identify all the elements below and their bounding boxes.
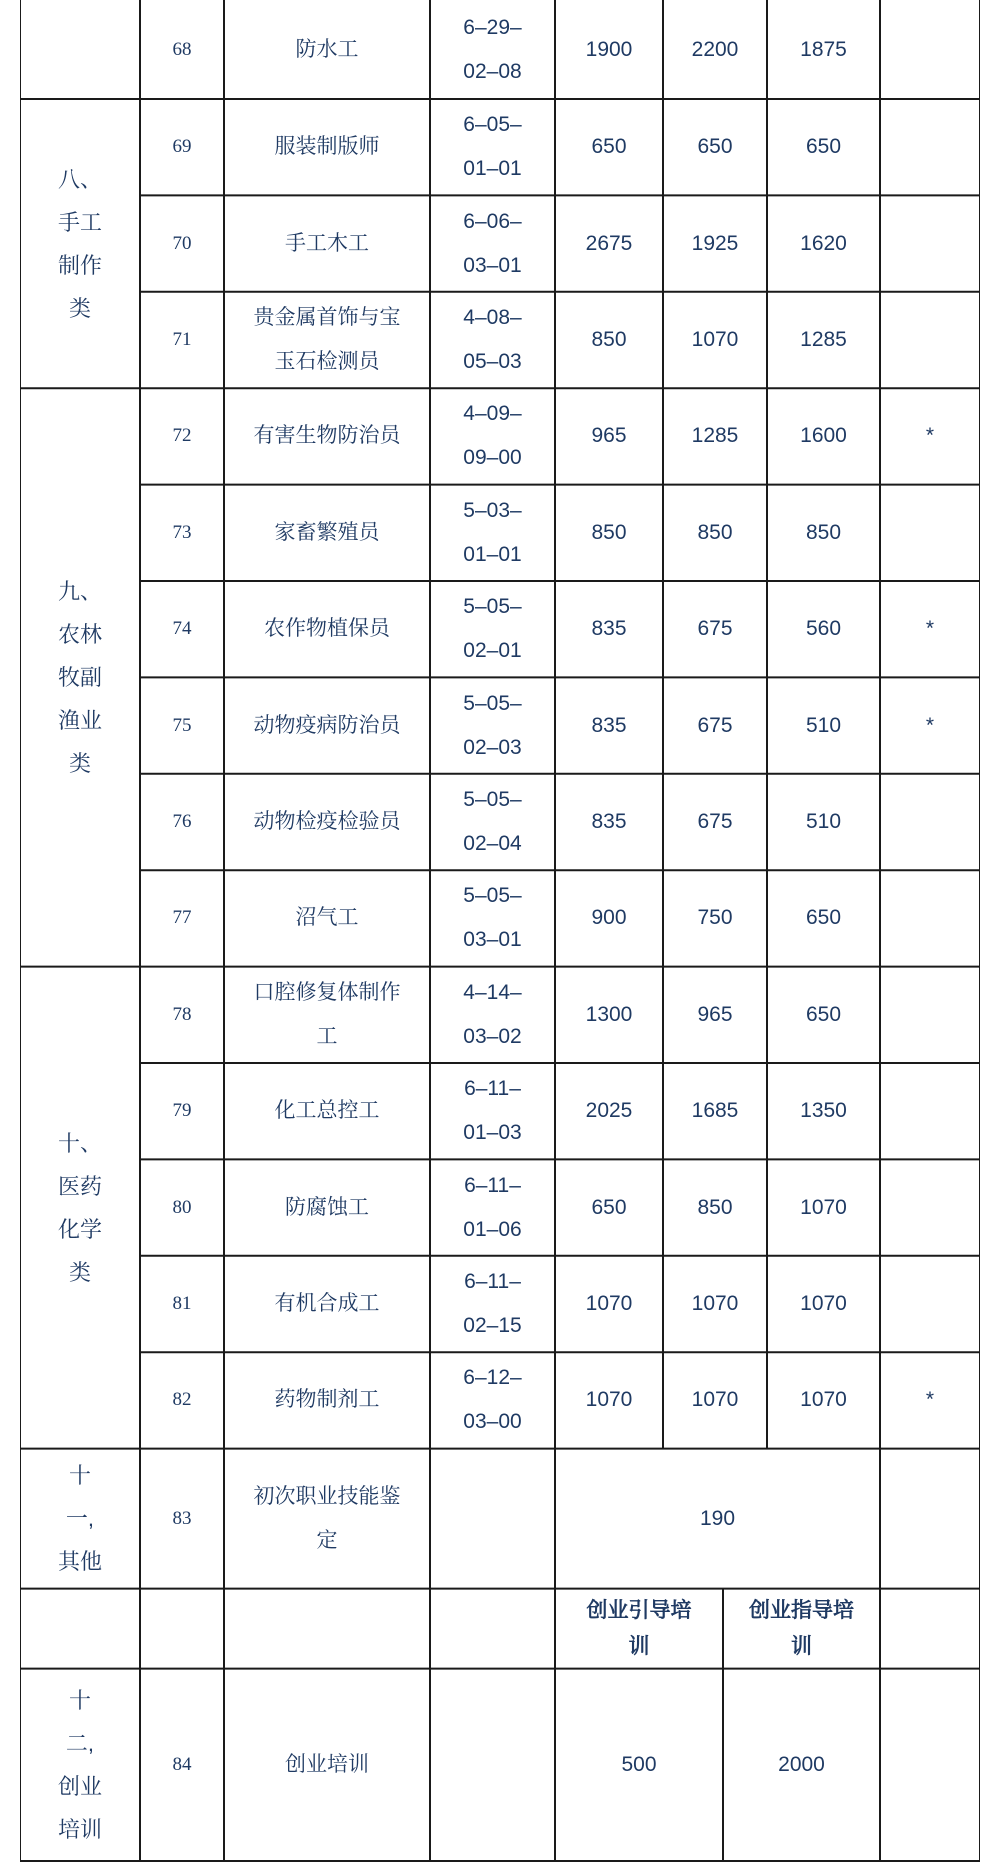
row-74-code-text: 5–05– 02–01 (463, 595, 522, 663)
row-78-value-3 (767, 967, 880, 1063)
row-69-value-1 (555, 99, 663, 195)
category-10 (20, 967, 140, 1449)
row-81-value-2 (663, 1256, 767, 1352)
row-80-value-1-text: 650 (591, 1195, 627, 1219)
row-72-mark-text: * (925, 424, 935, 448)
row-77-occupation (224, 870, 430, 966)
row-72-value-3-text: 1600 (800, 424, 847, 448)
row-69-number (140, 99, 224, 195)
row-70-value-3 (767, 195, 880, 291)
row-75-number-text: 75 (172, 714, 192, 736)
row-70-number-text: 70 (172, 232, 192, 254)
row-82-mark (880, 1352, 980, 1448)
row-68-value-1-text: 1900 (585, 37, 633, 61)
row-71-number (140, 292, 224, 388)
row-76-number-text: 76 (172, 810, 192, 832)
row-73-code (430, 485, 555, 581)
row-70-occupation-text: 手工木工 (285, 231, 369, 255)
row-82-value-2 (663, 1352, 767, 1448)
row-68-occupation-text: 防水工 (295, 37, 359, 61)
row-70-value-1-text: 2675 (585, 231, 633, 255)
row-74-value-2 (663, 581, 767, 677)
row-75-mark-text: * (925, 713, 935, 737)
row-84-number (140, 1669, 224, 1861)
row-77-number-text: 77 (172, 907, 192, 929)
row-68-value-1 (555, 0, 663, 99)
row-68-value-3 (767, 0, 880, 99)
row-81-occupation (224, 1256, 430, 1352)
row-68-number-text: 68 (172, 38, 192, 60)
row-84-occupation (224, 1669, 430, 1861)
header-mentoring-training (723, 1589, 880, 1669)
row-82-number-text: 82 (172, 1389, 192, 1411)
row-74-occupation-text: 农作物植保员 (264, 617, 390, 641)
row-75-mark (880, 677, 980, 773)
row-74-value-1 (555, 581, 663, 677)
row-77-number (140, 870, 224, 966)
row-80-occupation (224, 1159, 430, 1255)
row-80-value-3 (767, 1159, 880, 1255)
row-73-value-1-text: 850 (591, 520, 627, 544)
row-79-number (140, 1063, 224, 1159)
row-68-value-2 (663, 0, 767, 99)
row-69-value-1-text: 650 (591, 135, 627, 159)
row-75-occupation (224, 677, 430, 773)
row-74-mark (880, 581, 980, 677)
row-75-value-1 (555, 677, 663, 773)
row-69-number-text: 69 (172, 136, 192, 158)
row-68-value-2-text: 2200 (691, 37, 739, 61)
row-72-value-2 (663, 388, 767, 484)
row-76-value-1 (555, 774, 663, 870)
header-mentoring-training-text: 创业指导培 训 (749, 1598, 854, 1658)
row-74-number-text: 74 (172, 618, 192, 640)
row-76-value-2 (663, 774, 767, 870)
row-84-number-text: 84 (172, 1753, 192, 1775)
row-72-mark (880, 388, 980, 484)
row-79-number-text: 79 (172, 1100, 192, 1122)
row-80-code (430, 1159, 555, 1255)
row-72-code (430, 388, 555, 484)
row-73-value-2-text: 850 (697, 520, 733, 544)
row-77-value-1-text: 900 (591, 906, 627, 930)
row-78-number-text: 78 (172, 1003, 192, 1025)
row-75-code-text: 5–05– 02–03 (463, 691, 522, 759)
row-79-value-3-text: 1350 (800, 1099, 847, 1123)
row-78-value-2 (663, 967, 767, 1063)
row-72-code-text: 4–09– 09–00 (463, 402, 522, 470)
row-79-value-1 (555, 1063, 663, 1159)
row-71-value-3 (767, 292, 880, 388)
row-70-number (140, 195, 224, 291)
row-70-value-3-text: 1620 (800, 231, 847, 255)
row-72-occupation (224, 388, 430, 484)
row-72-value-3 (767, 388, 880, 484)
row-81-code-text: 6–11– 02–15 (463, 1269, 522, 1337)
category-8-text: 八、 手工 制作 类 (57, 166, 102, 321)
row-78-value-2-text: 965 (697, 1002, 733, 1026)
row-71-value-1-text: 850 (591, 327, 627, 351)
row-78-occupation-text: 口腔修复体制作 工 (253, 980, 401, 1048)
row-74-occupation (224, 581, 430, 677)
row-76-code-text: 5–05– 02–04 (463, 787, 522, 855)
row-82-code-text: 6–12– 03–00 (463, 1366, 522, 1434)
row-81-number (140, 1256, 224, 1352)
row-84-value-guidance-text: 500 (621, 1752, 657, 1776)
row-71-occupation-text: 贵金属首饰与宝 玉石检测员 (253, 305, 401, 373)
row-81-code (430, 1256, 555, 1352)
row-78-value-3-text: 650 (805, 1002, 842, 1026)
row-80-value-2-text: 850 (697, 1195, 733, 1219)
row-78-value-1 (555, 967, 663, 1063)
row-84-value-guidance (555, 1669, 723, 1861)
row-83-occupation-text: 初次职业技能鉴 定 (253, 1484, 401, 1552)
row-84-occupation-text: 创业培训 (285, 1752, 369, 1776)
row-84-value-mentoring (723, 1669, 880, 1861)
row-84-value-mentoring-text: 2000 (778, 1752, 825, 1776)
row-79-code-text: 6–11– 01–03 (463, 1077, 522, 1145)
row-71-value-3-text: 1285 (800, 327, 847, 351)
row-78-occupation (224, 967, 430, 1063)
row-71-value-2-text: 1070 (691, 327, 739, 351)
row-80-number-text: 80 (172, 1196, 192, 1218)
row-80-number (140, 1159, 224, 1255)
row-75-value-3 (767, 677, 880, 773)
category-12-text: 十 二, 创业 培训 (57, 1687, 102, 1842)
row-72-occupation-text: 有害生物防治员 (253, 424, 401, 448)
row-77-value-1 (555, 870, 663, 966)
row-82-mark-text: * (925, 1388, 935, 1412)
row-70-occupation (224, 195, 430, 291)
row-76-code (430, 774, 555, 870)
row-73-number-text: 73 (172, 521, 192, 543)
row-73-value-3 (767, 485, 880, 581)
row-70-value-1 (555, 195, 663, 291)
row-82-value-3 (767, 1352, 880, 1448)
row-71-code (430, 292, 555, 388)
row-69-code (430, 99, 555, 195)
row-77-code-text: 5–05– 03–01 (463, 884, 522, 952)
row-82-value-1-text: 1070 (585, 1388, 633, 1412)
row-68-code-text: 6–29– 02–08 (463, 15, 522, 83)
row-70-value-2 (663, 195, 767, 291)
row-76-occupation-text: 动物检疫检验员 (253, 809, 401, 833)
row-68-value-3-text: 1875 (800, 37, 847, 61)
row-78-number (140, 967, 224, 1063)
row-83-value-text: 190 (699, 1506, 736, 1530)
row-83-number-text: 83 (172, 1507, 192, 1529)
row-80-value-3-text: 1070 (800, 1195, 847, 1219)
header-guidance-training (555, 1589, 723, 1669)
row-71-code-text: 4–08– 05–03 (463, 305, 522, 373)
row-72-number-text: 72 (172, 425, 192, 447)
row-77-occupation-text: 沼气工 (295, 906, 359, 930)
row-79-code (430, 1063, 555, 1159)
row-69-value-3 (767, 99, 880, 195)
row-76-value-2-text: 675 (697, 809, 733, 833)
row-74-number (140, 581, 224, 677)
row-79-value-2 (663, 1063, 767, 1159)
row-71-occupation (224, 292, 430, 388)
row-77-value-2-text: 750 (697, 906, 733, 930)
row-81-number-text: 81 (172, 1292, 192, 1314)
row-68-code (430, 0, 555, 99)
row-69-occupation-text: 服装制版师 (274, 135, 380, 159)
row-72-value-1 (555, 388, 663, 484)
row-80-value-1 (555, 1159, 663, 1255)
row-79-value-1-text: 2025 (585, 1099, 633, 1123)
row-76-number (140, 774, 224, 870)
row-82-value-1 (555, 1352, 663, 1448)
row-78-code (430, 967, 555, 1063)
row-69-value-2 (663, 99, 767, 195)
row-75-code (430, 677, 555, 773)
row-75-value-1-text: 835 (591, 713, 627, 737)
row-74-value-1-text: 835 (591, 617, 627, 641)
row-75-occupation-text: 动物疫病防治员 (253, 713, 401, 737)
row-83-value (555, 1449, 880, 1589)
row-70-code (430, 195, 555, 291)
row-81-value-3-text: 1070 (800, 1291, 847, 1315)
row-74-value-2-text: 675 (697, 617, 733, 641)
row-70-code-text: 6–06– 03–01 (463, 209, 522, 277)
row-72-value-2-text: 1285 (691, 424, 739, 448)
category-9-text: 九、 农林 牧副 渔业 类 (57, 578, 102, 776)
row-79-value-3 (767, 1063, 880, 1159)
row-82-value-3-text: 1070 (800, 1388, 847, 1412)
row-79-occupation-text: 化工总控工 (274, 1099, 380, 1123)
row-76-value-3 (767, 774, 880, 870)
row-78-code-text: 4–14– 03–02 (463, 980, 522, 1048)
category-11 (20, 1449, 140, 1589)
row-78-value-1-text: 1300 (585, 1002, 633, 1026)
row-80-code-text: 6–11– 01–06 (463, 1173, 522, 1241)
row-77-code (430, 870, 555, 966)
row-74-code (430, 581, 555, 677)
row-69-value-2-text: 650 (697, 135, 733, 159)
row-71-number-text: 71 (172, 328, 192, 350)
row-82-number (140, 1352, 224, 1448)
row-69-code-text: 6–05– 01–01 (463, 113, 522, 181)
row-75-value-2-text: 675 (697, 713, 733, 737)
row-82-code (430, 1352, 555, 1448)
header-guidance-training-text: 创业引导培 训 (586, 1598, 692, 1658)
row-74-value-3 (767, 581, 880, 677)
row-73-occupation-text: 家畜繁殖员 (274, 520, 380, 544)
row-81-occupation-text: 有机合成工 (274, 1291, 380, 1315)
category-11-text: 十 一, 其他 (57, 1463, 102, 1575)
row-72-value-1-text: 965 (591, 424, 627, 448)
row-70-value-2-text: 1925 (691, 231, 739, 255)
row-75-value-2 (663, 677, 767, 773)
row-83-occupation (224, 1449, 430, 1589)
row-73-number (140, 485, 224, 581)
row-76-value-3-text: 510 (805, 809, 842, 833)
category-10-text: 十、 医药 化学 类 (57, 1130, 102, 1285)
row-76-occupation (224, 774, 430, 870)
row-68-occupation (224, 0, 430, 99)
row-82-value-2-text: 1070 (691, 1388, 739, 1412)
row-79-occupation (224, 1063, 430, 1159)
row-81-value-2-text: 1070 (691, 1291, 739, 1315)
category-8 (20, 99, 140, 388)
row-71-value-2 (663, 292, 767, 388)
row-77-value-2 (663, 870, 767, 966)
row-73-occupation (224, 485, 430, 581)
row-82-occupation-text: 药物制剂工 (274, 1388, 380, 1412)
subsidy-table (20, 0, 980, 1872)
row-82-occupation (224, 1352, 430, 1448)
row-80-occupation-text: 防腐蚀工 (285, 1195, 369, 1219)
row-69-value-3-text: 650 (805, 135, 842, 159)
row-74-value-3-text: 560 (805, 617, 842, 641)
row-73-value-3-text: 850 (805, 520, 842, 544)
row-81-value-3 (767, 1256, 880, 1352)
row-81-value-1-text: 1070 (585, 1291, 633, 1315)
row-73-code-text: 5–03– 01–01 (463, 498, 522, 566)
row-71-value-1 (555, 292, 663, 388)
row-75-number (140, 677, 224, 773)
category-12 (20, 1669, 140, 1861)
row-73-value-2 (663, 485, 767, 581)
row-75-value-3-text: 510 (805, 713, 842, 737)
row-80-value-2 (663, 1159, 767, 1255)
row-68-number (140, 0, 224, 99)
row-77-value-3 (767, 870, 880, 966)
row-81-value-1 (555, 1256, 663, 1352)
row-76-value-1-text: 835 (591, 809, 627, 833)
row-73-value-1 (555, 485, 663, 581)
row-69-occupation (224, 99, 430, 195)
row-79-value-2-text: 1685 (691, 1099, 739, 1123)
row-77-value-3-text: 650 (805, 906, 842, 930)
row-72-number (140, 388, 224, 484)
row-83-number (140, 1449, 224, 1589)
category-9 (20, 388, 140, 966)
row-74-mark-text: * (925, 617, 935, 641)
